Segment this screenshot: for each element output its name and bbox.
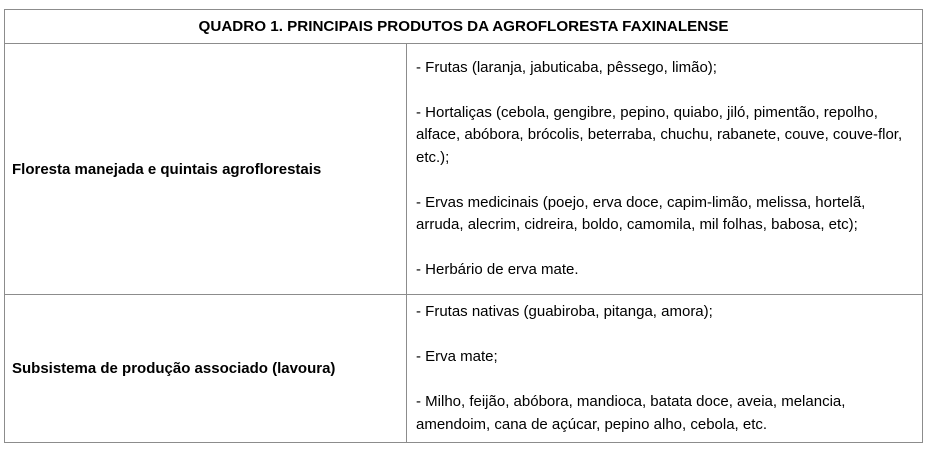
table-title: QUADRO 1. PRINCIPAIS PRODUTOS DA AGROFLORESTA FAXINALENSE [5, 10, 923, 44]
list-item: - Ervas medicinais (poejo, erva doce, capim-limão, melissa, hortelã, arruda, alecrim, cidreira, boldo, camomila, mil folhas, babosa, etc); [416, 193, 866, 233]
row-label-subsistema: Subsistema de produção associado (lavoura) [5, 295, 407, 443]
list-item: - Herbário de erva mate. [416, 261, 579, 278]
table-row [5, 295, 923, 443]
row-content-floresta [407, 44, 923, 295]
list-item: - Milho, feijão, abóbora, mandioca, batata doce, aveia, melancia, amendoim, cana de açúcar, pepino alho, cebola, etc. [416, 393, 846, 433]
table-row [5, 44, 923, 295]
products-table [4, 9, 923, 443]
list-item: - Frutas nativas (guabiroba, pitanga, amora); [416, 303, 713, 320]
row-content-subsistema [407, 295, 923, 443]
list-item: - Hortaliças (cebola, gengibre, pepino, quiabo, jiló, pimentão, repolho, alface, abóbora, brócolis, beterraba, chuchu, rabanete, couve, couve-flor, etc.); [416, 103, 903, 166]
table-title-row [5, 10, 923, 44]
list-item: - Erva mate; [416, 348, 498, 365]
row-label-floresta: Floresta manejada e quintais agroflorestais [5, 44, 407, 295]
list-item: - Frutas (laranja, jabuticaba, pêssego, limão); [416, 58, 717, 76]
